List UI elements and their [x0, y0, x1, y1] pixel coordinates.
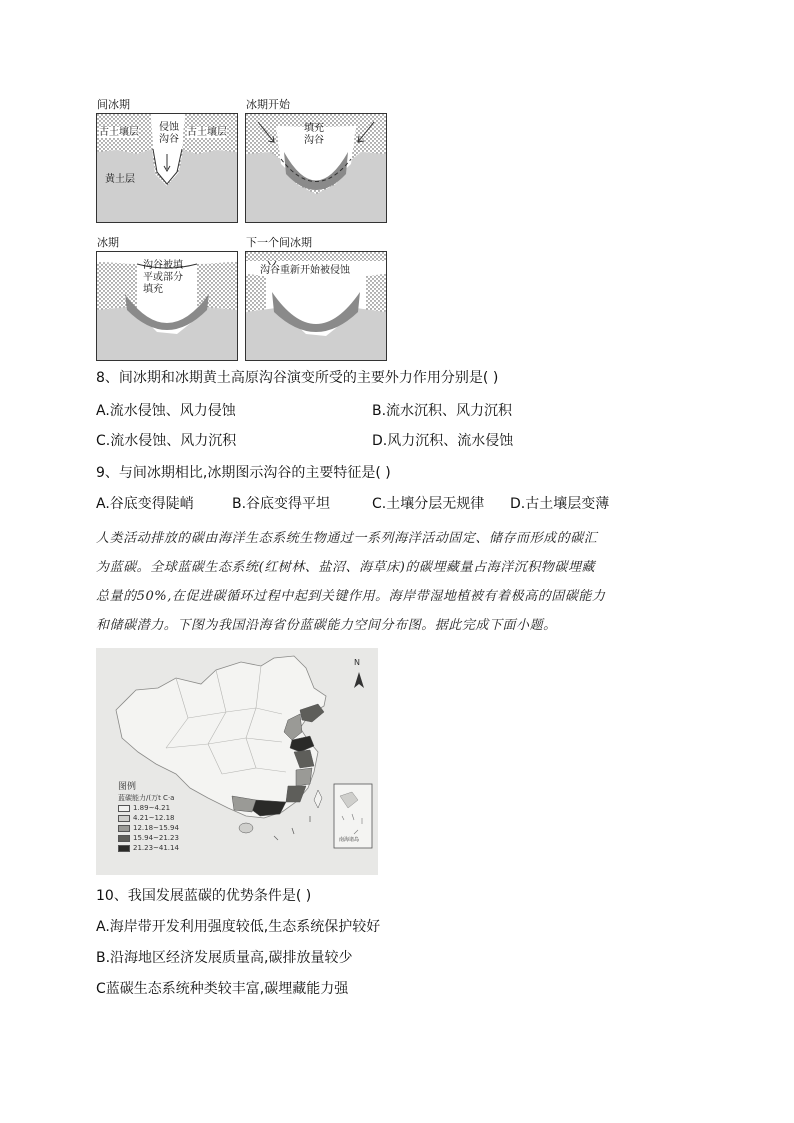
legend-swatch — [118, 815, 130, 822]
q10-option-c[interactable]: C蓝碳生态系统种类较丰富,碳埋藏能力强 — [96, 981, 349, 997]
legend-swatch — [118, 845, 130, 852]
label-paleosol-left: 古土壤层 — [99, 127, 139, 138]
panel-2-title: 冰期开始 — [246, 98, 290, 111]
panel-glacial — [96, 251, 238, 361]
panel-interglacial — [96, 113, 238, 223]
label-filled-1: 沟谷被填 — [143, 260, 183, 271]
panel-3-title: 冰期 — [97, 236, 119, 249]
question-10-stem: 10、我国发展蓝碳的优势条件是( ) — [96, 888, 312, 904]
label-re-erosion: 沟谷重新开始被侵蚀 — [260, 265, 350, 276]
label-paleosol-right: 古土壤层 — [187, 127, 227, 138]
q8-option-d[interactable]: D.风力沉积、流水侵蚀 — [372, 433, 514, 449]
legend-swatch — [118, 825, 130, 832]
q10-option-b[interactable]: B.沿海地区经济发展质量高,碳排放量较少 — [96, 950, 353, 966]
legend-item: 1.89~4.21 — [118, 803, 179, 813]
passage-line: 人类活动排放的碳由海洋生态系统生物通过一系列海洋活动固定、储存而形成的碳汇 — [96, 531, 598, 546]
label-loess: 黄土层 — [105, 174, 135, 185]
label-fill: 填充 — [304, 123, 324, 134]
province-fujian — [286, 786, 306, 802]
legend-subtitle: 蓝碳能力/(万t C·a — [118, 794, 175, 802]
q9-option-c[interactable]: C.土壤分层无规律 — [372, 496, 485, 512]
legend-item: 15.94~21.23 — [118, 833, 179, 843]
q10-option-a[interactable]: A.海岸带开发利用强度较低,生态系统保护较好 — [96, 919, 381, 935]
passage — [96, 524, 701, 640]
question-9-stem: 9、与间冰期相比,冰期图示沟谷的主要特征是( ) — [96, 465, 391, 481]
question-8-stem: 8、间冰期和冰期黄土高原沟谷演变所受的主要外力作用分别是( ) — [96, 370, 499, 386]
label-gully-2: 沟谷 — [304, 135, 324, 146]
province-hainan — [239, 823, 253, 833]
label-erosion: 侵蚀 — [159, 122, 179, 133]
q8-option-a[interactable]: A.流水侵蚀、风力侵蚀 — [96, 403, 236, 419]
q9-option-b[interactable]: B.谷底变得平坦 — [232, 496, 331, 512]
legend-title: 图例 — [118, 782, 137, 792]
q8-option-c[interactable]: C.流水侵蚀、风力沉积 — [96, 433, 237, 449]
province-taiwan — [314, 790, 322, 808]
q9-option-a[interactable]: A.谷底变得陡峭 — [96, 496, 194, 512]
inset-label: 南海诸岛 — [339, 837, 360, 843]
q8-option-b[interactable]: B.流水沉积、风力沉积 — [372, 403, 513, 419]
legend-swatch — [118, 835, 130, 842]
legend-item: 4.21~12.18 — [118, 813, 179, 823]
north-label: N — [354, 658, 360, 667]
label-filled-2: 平或部分 — [143, 272, 183, 283]
passage-line: 为蓝碳。全球蓝碳生态系统(红树林、盐沼、海草床)的碳埋藏量占海洋沉积物碳埋藏 — [96, 560, 596, 575]
panel-next-interglacial — [245, 251, 387, 361]
panel-1-title: 间冰期 — [97, 98, 130, 111]
blue-carbon-map — [96, 648, 378, 875]
panel-4-title: 下一个间冰期 — [246, 236, 312, 249]
legend-swatch — [118, 805, 130, 812]
legend-item: 21.23~41.14 — [118, 843, 179, 853]
north-arrow-icon — [354, 672, 364, 688]
map-legend — [118, 782, 179, 853]
province-guangdong — [252, 800, 286, 816]
label-filled-3: 填充 — [143, 284, 163, 295]
label-gully: 沟谷 — [159, 134, 179, 145]
passage-line: 和储碳潜力。下图为我国沿海省份蓝碳能力空间分布图。据此完成下面小题。 — [96, 618, 557, 633]
q9-option-d[interactable]: D.古土壤层变薄 — [510, 496, 610, 512]
legend-item: 12.18~15.94 — [118, 823, 179, 833]
panel-glacial-start — [245, 113, 387, 223]
province-zhejiang — [296, 768, 312, 786]
passage-line: 总量的50%,在促进碳循环过程中起到关键作用。海岸带湿地植被有着极高的固碳能力 — [96, 589, 606, 604]
